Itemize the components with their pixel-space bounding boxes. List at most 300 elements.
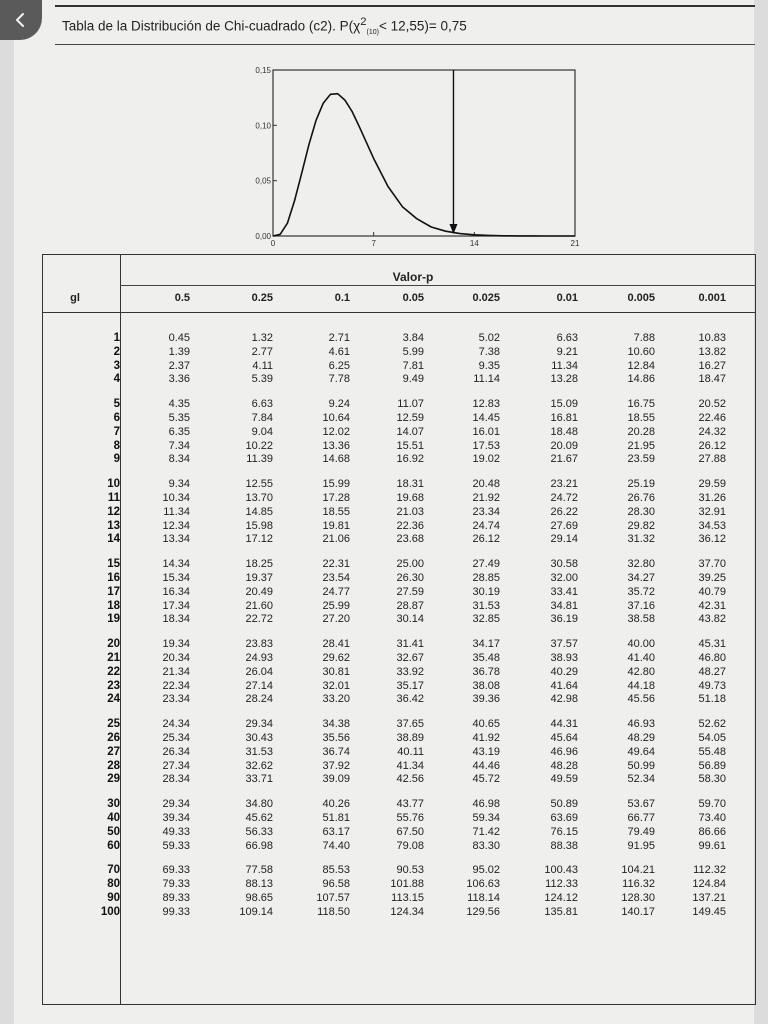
table-row <box>42 840 756 853</box>
critical-value-cell: 48.27 <box>698 665 726 678</box>
degrees-of-freedom-cell: 100 <box>100 905 120 918</box>
critical-value-cell: 73.40 <box>698 812 726 824</box>
critical-value-cell: 99.61 <box>698 839 726 852</box>
critical-value-cell: 19.34 <box>162 638 190 651</box>
header-divider <box>120 285 756 286</box>
y-tick-label: 0,15 <box>255 66 271 75</box>
critical-value-cell: 7.88 <box>633 332 655 344</box>
critical-value-cell: 43.82 <box>698 613 726 626</box>
critical-value-cell: 32.80 <box>627 558 655 571</box>
critical-value-cell: 37.92 <box>322 759 350 772</box>
critical-value-cell: 67.50 <box>396 825 424 838</box>
critical-value-cell: 28.85 <box>472 572 500 584</box>
critical-value-cell: 29.34 <box>245 718 273 731</box>
degrees-of-freedom-cell: 90 <box>107 892 120 904</box>
degrees-of-freedom-cell: 10 <box>107 478 120 491</box>
critical-value-cell: 36.74 <box>322 745 350 758</box>
critical-value-cell: 38.58 <box>627 613 655 626</box>
critical-value-cell: 137.21 <box>692 892 726 904</box>
critical-value-cell: 2.77 <box>251 345 273 358</box>
table-row <box>42 718 756 731</box>
critical-value-cell: 37.57 <box>550 638 578 651</box>
critical-value-cell: 16.01 <box>472 425 500 438</box>
critical-value-cell: 32.67 <box>396 652 424 664</box>
table-row <box>42 826 756 839</box>
critical-value-cell: 11.34 <box>163 505 190 518</box>
table-row <box>42 746 756 759</box>
critical-value-cell: 11.07 <box>397 398 424 411</box>
critical-value-cell: 25.19 <box>627 478 655 491</box>
critical-value-cell: 26.12 <box>472 533 500 546</box>
critical-value-cell: 9.24 <box>328 398 350 411</box>
degrees-of-freedom-cell: 21 <box>107 652 120 664</box>
critical-value-cell: 49.33 <box>162 825 190 838</box>
critical-value-cell: 34.38 <box>322 718 350 731</box>
y-tick-label: 0,00 <box>255 232 271 241</box>
degrees-of-freedom-cell: 8 <box>113 439 120 452</box>
degrees-of-freedom-cell: 26 <box>107 732 120 744</box>
critical-value-cell: 7.78 <box>328 373 350 386</box>
critical-value-cell: 12.84 <box>627 359 655 372</box>
critical-value-cell: 28.87 <box>396 599 424 612</box>
critical-value-cell: 52.62 <box>698 718 726 731</box>
critical-value-cell: 12.34 <box>162 519 190 532</box>
table-row <box>42 533 756 546</box>
critical-value-cell: 40.79 <box>698 585 726 598</box>
critical-value-cell: 98.65 <box>245 892 273 904</box>
critical-value-cell: 29.59 <box>698 478 726 491</box>
critical-value-cell: 38.08 <box>472 679 500 692</box>
critical-value-cell: 40.00 <box>627 638 655 651</box>
critical-value-cell: 12.59 <box>396 412 424 424</box>
critical-value-cell: 20.34 <box>162 652 190 664</box>
critical-value-cell: 29.82 <box>627 519 655 532</box>
critical-value-cell: 42.31 <box>698 599 726 612</box>
critical-value-cell: 118.50 <box>317 905 350 918</box>
critical-value-cell: 5.35 <box>168 412 190 424</box>
critical-value-cell: 35.48 <box>472 652 500 664</box>
critical-value-cell: 15.09 <box>550 398 578 411</box>
critical-value-cell: 55.76 <box>396 812 424 824</box>
critical-value-cell: 14.68 <box>322 453 350 466</box>
critical-value-cell: 39.09 <box>322 773 350 786</box>
critical-value-cell: 31.26 <box>698 492 726 504</box>
critical-value-cell: 22.31 <box>322 558 350 571</box>
density-curve <box>273 94 575 236</box>
critical-value-cell: 18.47 <box>698 373 726 386</box>
critical-value-cell: 10.64 <box>322 412 350 424</box>
critical-value-cell: 7.34 <box>168 439 190 452</box>
degrees-of-freedom-cell: 30 <box>107 798 120 811</box>
critical-value-cell: 45.62 <box>245 812 273 824</box>
critical-value-cell: 49.59 <box>550 773 578 786</box>
critical-value-cell: 14.34 <box>162 558 190 571</box>
critical-value-cell: 26.34 <box>162 745 190 758</box>
table-row <box>42 453 756 466</box>
critical-value-cell: 66.77 <box>627 812 655 824</box>
critical-value-cell: 40.26 <box>322 798 350 811</box>
critical-value-cell: 55.48 <box>698 745 726 758</box>
critical-value-cell: 0.45 <box>168 332 190 344</box>
critical-value-cell: 21.95 <box>627 439 655 452</box>
critical-value-cell: 6.25 <box>328 359 350 372</box>
critical-value-cell: 17.12 <box>245 533 273 546</box>
critical-value-cell: 86.66 <box>698 825 726 838</box>
table-row <box>42 798 756 811</box>
critical-value-cell: 9.34 <box>168 478 190 491</box>
critical-value-cell: 32.00 <box>550 572 578 584</box>
table-row <box>42 426 756 439</box>
degrees-of-freedom-cell: 28 <box>107 759 120 772</box>
critical-value-cell: 51.81 <box>322 812 350 824</box>
critical-value-cell: 9.35 <box>478 359 500 372</box>
critical-value-cell: 79.08 <box>396 839 424 852</box>
critical-value-cell: 69.33 <box>162 864 190 877</box>
critical-value-cell: 18.55 <box>627 412 655 424</box>
critical-value-cell: 56.89 <box>698 759 726 772</box>
critical-value-cell: 33.71 <box>245 773 273 786</box>
critical-value-cell: 6.35 <box>168 425 190 438</box>
critical-value-cell: 43.19 <box>472 745 500 758</box>
critical-value-cell: 39.36 <box>472 693 500 706</box>
title-subscript: (10) <box>366 29 379 37</box>
critical-value-cell: 31.53 <box>472 599 500 612</box>
critical-value-cell: 27.59 <box>396 585 424 598</box>
p-value-column-header: 0.01 <box>556 292 578 304</box>
p-value-column-header: 0.5 <box>174 292 190 304</box>
critical-value-cell: 5.39 <box>251 373 273 386</box>
degrees-of-freedom-cell: 2 <box>113 345 120 358</box>
degrees-of-freedom-cell: 22 <box>107 665 120 678</box>
table-row <box>42 732 756 745</box>
critical-value-cell: 22.34 <box>162 679 190 692</box>
critical-value-cell: 28.41 <box>322 638 350 651</box>
degrees-of-freedom-cell: 7 <box>113 425 120 438</box>
critical-value-cell: 18.48 <box>550 425 578 438</box>
critical-value-cell: 16.81 <box>550 412 578 424</box>
critical-value-cell: 129.56 <box>466 905 500 918</box>
critical-value-cell: 19.02 <box>472 453 500 466</box>
critical-value-cell: 41.64 <box>550 679 578 692</box>
critical-value-cell: 28.34 <box>162 773 190 786</box>
table-row <box>42 520 756 533</box>
critical-value-cell: 16.34 <box>162 585 190 598</box>
critical-value-cell: 83.30 <box>472 839 500 852</box>
title-prefix: Tabla de la Distribución de Chi-cuadrado (c2). P(χ <box>62 18 361 34</box>
critical-value-cell: 5.99 <box>402 345 424 358</box>
critical-value-cell: 27.69 <box>550 519 578 532</box>
critical-value-cell: 33.41 <box>550 585 578 598</box>
critical-value-cell: 1.39 <box>168 345 190 358</box>
critical-value-cell: 15.99 <box>322 478 350 491</box>
table-row <box>42 478 756 491</box>
critical-value-cell: 30.14 <box>396 613 424 626</box>
critical-value-cell: 29.62 <box>322 652 350 664</box>
critical-value-cell: 40.11 <box>397 745 424 758</box>
critical-value-cell: 17.53 <box>472 439 500 452</box>
critical-value-cell: 4.61 <box>328 345 350 358</box>
degrees-of-freedom-cell: 18 <box>107 599 120 612</box>
critical-value-cell: 46.93 <box>627 718 655 731</box>
critical-value-cell: 40.65 <box>472 718 500 731</box>
critical-value-cell: 11.34 <box>551 359 578 372</box>
critical-value-cell: 24.93 <box>245 652 273 664</box>
critical-value-cell: 14.85 <box>245 505 273 518</box>
critical-value-cell: 33.20 <box>322 693 350 706</box>
critical-value-cell: 52.34 <box>627 773 655 786</box>
critical-value-cell: 10.34 <box>162 492 190 504</box>
critical-value-cell: 58.30 <box>698 773 726 786</box>
critical-value-cell: 45.64 <box>550 732 578 744</box>
critical-value-cell: 54.05 <box>698 732 726 744</box>
degrees-of-freedom-cell: 11 <box>107 492 120 504</box>
chi-square-density-chart <box>220 58 590 253</box>
critical-value-cell: 35.17 <box>396 679 424 692</box>
table-row <box>42 760 756 773</box>
table-row <box>42 600 756 613</box>
critical-value-cell: 59.33 <box>162 839 190 852</box>
critical-value-cell: 13.70 <box>245 492 273 504</box>
critical-value-cell: 79.49 <box>627 825 655 838</box>
y-tick-label: 0,05 <box>255 176 271 186</box>
critical-value-cell: 2.37 <box>168 359 190 372</box>
critical-value-cell: 149.45 <box>692 905 726 918</box>
critical-value-cell: 7.81 <box>402 359 424 372</box>
critical-value-cell: 28.24 <box>245 693 273 706</box>
critical-value-cell: 10.83 <box>698 332 726 344</box>
critical-value-cell: 89.33 <box>162 892 190 904</box>
degrees-of-freedom-cell: 70 <box>107 864 120 877</box>
p-value-column-header: 0.1 <box>334 292 350 304</box>
critical-value-cell: 14.07 <box>396 425 424 438</box>
critical-value-cell: 32.62 <box>245 759 273 772</box>
critical-value-cell: 23.21 <box>550 478 578 491</box>
degrees-of-freedom-cell: 16 <box>107 572 120 584</box>
critical-value-cell: 25.34 <box>162 732 190 744</box>
degrees-of-freedom-cell: 6 <box>113 412 120 424</box>
critical-value-cell: 71.42 <box>472 825 500 838</box>
critical-value-cell: 11.14 <box>473 373 500 386</box>
critical-value-cell: 34.81 <box>550 599 578 612</box>
critical-value-cell: 42.80 <box>627 665 655 678</box>
critical-value-cell: 13.28 <box>550 373 578 386</box>
degrees-of-freedom-cell: 3 <box>113 359 120 372</box>
critical-value-cell: 95.02 <box>472 864 500 877</box>
critical-value-cell: 74.40 <box>322 839 350 852</box>
critical-value-cell: 14.86 <box>627 373 655 386</box>
critical-value-cell: 18.34 <box>162 613 190 626</box>
critical-value-cell: 9.04 <box>251 425 273 438</box>
critical-value-cell: 30.19 <box>472 585 500 598</box>
critical-value-cell: 59.70 <box>698 798 726 811</box>
degrees-of-freedom-cell: 9 <box>113 453 120 466</box>
critical-value-cell: 112.32 <box>693 864 726 877</box>
critical-value-cell: 46.98 <box>472 798 500 811</box>
critical-value-cell: 20.52 <box>698 398 726 411</box>
critical-value-cell: 11.39 <box>246 453 273 466</box>
degrees-of-freedom-cell: 25 <box>107 718 120 731</box>
title-superscript: 2 <box>360 16 367 28</box>
critical-value-cell: 31.32 <box>627 533 655 546</box>
critical-value-cell: 66.98 <box>245 839 273 852</box>
critical-value-cell: 18.55 <box>322 505 350 518</box>
critical-value-cell: 49.64 <box>627 745 655 758</box>
critical-value-cell: 19.68 <box>396 492 424 504</box>
critical-value-cell: 34.80 <box>245 798 273 811</box>
critical-value-cell: 45.31 <box>698 638 726 651</box>
critical-value-cell: 13.34 <box>162 533 190 546</box>
critical-value-cell: 36.42 <box>396 693 424 706</box>
critical-value-cell: 19.37 <box>245 572 273 584</box>
degrees-of-freedom-cell: 5 <box>113 398 120 411</box>
table-row <box>42 666 756 679</box>
table-row <box>42 773 756 786</box>
critical-value-cell: 24.74 <box>472 519 500 532</box>
critical-value-cell: 3.84 <box>402 332 424 344</box>
critical-value-cell: 22.36 <box>396 519 424 532</box>
critical-value-cell: 20.28 <box>627 425 655 438</box>
table-row <box>42 638 756 651</box>
critical-value-cell: 48.28 <box>550 759 578 772</box>
critical-value-cell: 46.96 <box>550 745 578 758</box>
degrees-of-freedom-cell: 1 <box>113 332 120 344</box>
critical-value-cell: 56.33 <box>245 825 273 838</box>
critical-value-cell: 9.21 <box>556 345 578 358</box>
p-value-column-header: 0.025 <box>472 292 500 304</box>
critical-value-cell: 41.34 <box>396 759 424 772</box>
critical-value-cell: 42.98 <box>550 693 578 706</box>
critical-value-cell: 26.12 <box>698 439 726 452</box>
degrees-of-freedom-cell: 19 <box>107 613 120 626</box>
degrees-of-freedom-cell: 29 <box>107 773 120 786</box>
degrees-of-freedom-cell: 4 <box>113 373 120 386</box>
title-suffix: < 12,55)= 0,75 <box>378 18 467 34</box>
critical-value-cell: 15.98 <box>245 519 273 532</box>
critical-value-cell: 30.58 <box>550 558 578 571</box>
page-title <box>62 16 742 36</box>
x-tick-label: 14 <box>469 239 479 248</box>
critical-value-cell: 49.73 <box>698 679 726 692</box>
critical-value-cell: 32.01 <box>322 679 350 692</box>
critical-value-cell: 25.99 <box>322 599 350 612</box>
degrees-of-freedom-cell: 15 <box>107 558 120 571</box>
p-value-column-header: 0.05 <box>402 292 424 304</box>
critical-value-cell: 18.31 <box>396 478 424 491</box>
critical-value-cell: 37.70 <box>698 558 726 571</box>
critical-value-cell: 36.78 <box>472 665 500 678</box>
critical-value-cell: 116.32 <box>622 878 655 891</box>
table-row <box>42 613 756 626</box>
critical-value-cell: 24.32 <box>698 425 726 438</box>
critical-value-cell: 27.49 <box>472 558 500 571</box>
critical-value-cell: 53.67 <box>627 798 655 811</box>
critical-value-cell: 29.34 <box>162 798 190 811</box>
critical-value-cell: 79.33 <box>162 878 190 891</box>
critical-value-cell: 24.77 <box>322 585 350 598</box>
critical-value-cell: 77.58 <box>245 864 273 877</box>
degrees-of-freedom-cell: 17 <box>107 585 120 598</box>
critical-value-cell: 44.46 <box>472 759 500 772</box>
critical-value-cell: 26.22 <box>550 505 578 518</box>
critical-value-cell: 21.67 <box>550 453 578 466</box>
p-value-column-header: 0.001 <box>698 292 726 304</box>
critical-value-cell: 20.48 <box>472 478 500 491</box>
x-tick-label: 0 <box>270 239 276 248</box>
critical-value-cell: 37.65 <box>396 718 424 731</box>
critical-value-cell: 106.63 <box>466 878 500 891</box>
critical-value-cell: 40.29 <box>550 665 578 678</box>
critical-value-cell: 113.15 <box>391 892 424 904</box>
critical-value-cell: 107.57 <box>316 892 350 904</box>
critical-value-cell: 99.33 <box>162 905 190 918</box>
degrees-of-freedom-cell: 12 <box>107 505 120 518</box>
critical-value-cell: 29.14 <box>550 533 578 546</box>
critical-value-cell: 23.83 <box>245 638 273 651</box>
critical-value-cell: 23.34 <box>472 505 500 518</box>
table-row <box>42 892 756 905</box>
critical-value-cell: 63.69 <box>550 812 578 824</box>
critical-value-cell: 25.00 <box>396 558 424 571</box>
critical-value-cell: 6.63 <box>556 332 578 344</box>
critical-value-cell: 7.38 <box>478 345 500 358</box>
table-row <box>42 360 756 373</box>
critical-value-cell: 91.95 <box>627 839 655 852</box>
degrees-of-freedom-cell: 80 <box>107 878 120 891</box>
critical-value-cell: 109.14 <box>239 905 273 918</box>
degrees-of-freedom-cell: 40 <box>107 812 120 824</box>
critical-value-cell: 30.81 <box>322 665 350 678</box>
plot-frame <box>273 70 575 236</box>
critical-value-cell: 128.30 <box>621 892 655 904</box>
table-row <box>42 680 756 693</box>
critical-value-cell: 27.14 <box>245 679 273 692</box>
critical-value-cell: 4.11 <box>252 359 273 372</box>
critical-value-cell: 104.21 <box>621 864 655 877</box>
critical-value-cell: 135.81 <box>544 905 578 918</box>
critical-value-cell: 5.02 <box>478 332 500 344</box>
critical-value-cell: 34.17 <box>472 638 500 651</box>
critical-value-cell: 12.55 <box>245 478 273 491</box>
critical-value-cell: 20.49 <box>245 585 273 598</box>
table-row <box>42 906 756 919</box>
critical-value-cell: 26.30 <box>396 572 424 584</box>
critical-value-cell: 21.92 <box>472 492 500 504</box>
critical-value-cell: 101.88 <box>390 878 424 891</box>
critical-value-cell: 63.17 <box>322 825 350 838</box>
critical-value-cell: 7.84 <box>251 412 273 424</box>
critical-value-cell: 34.27 <box>627 572 655 584</box>
critical-value-cell: 31.41 <box>396 638 424 651</box>
critical-value-cell: 16.27 <box>698 359 726 372</box>
gl-column-header: gl <box>70 292 80 304</box>
x-tick-label: 21 <box>570 239 580 248</box>
critical-value-cell: 59.34 <box>472 812 500 824</box>
critical-value-cell: 16.75 <box>627 398 655 411</box>
critical-value-cell: 46.80 <box>698 652 726 664</box>
title-rule <box>55 44 755 45</box>
degrees-of-freedom-cell: 14 <box>107 533 120 546</box>
degrees-of-freedom-cell: 13 <box>107 519 120 532</box>
critical-value-cell: 24.34 <box>162 718 190 731</box>
degrees-of-freedom-cell: 23 <box>107 679 120 692</box>
degrees-of-freedom-cell: 20 <box>107 638 120 651</box>
critical-value-cell: 15.51 <box>396 439 424 452</box>
critical-value-cell: 124.84 <box>692 878 726 891</box>
critical-value-cell: 22.46 <box>698 412 726 424</box>
critical-value-cell: 42.56 <box>396 773 424 786</box>
critical-value-cell: 100.43 <box>544 864 578 877</box>
table-row <box>42 506 756 519</box>
